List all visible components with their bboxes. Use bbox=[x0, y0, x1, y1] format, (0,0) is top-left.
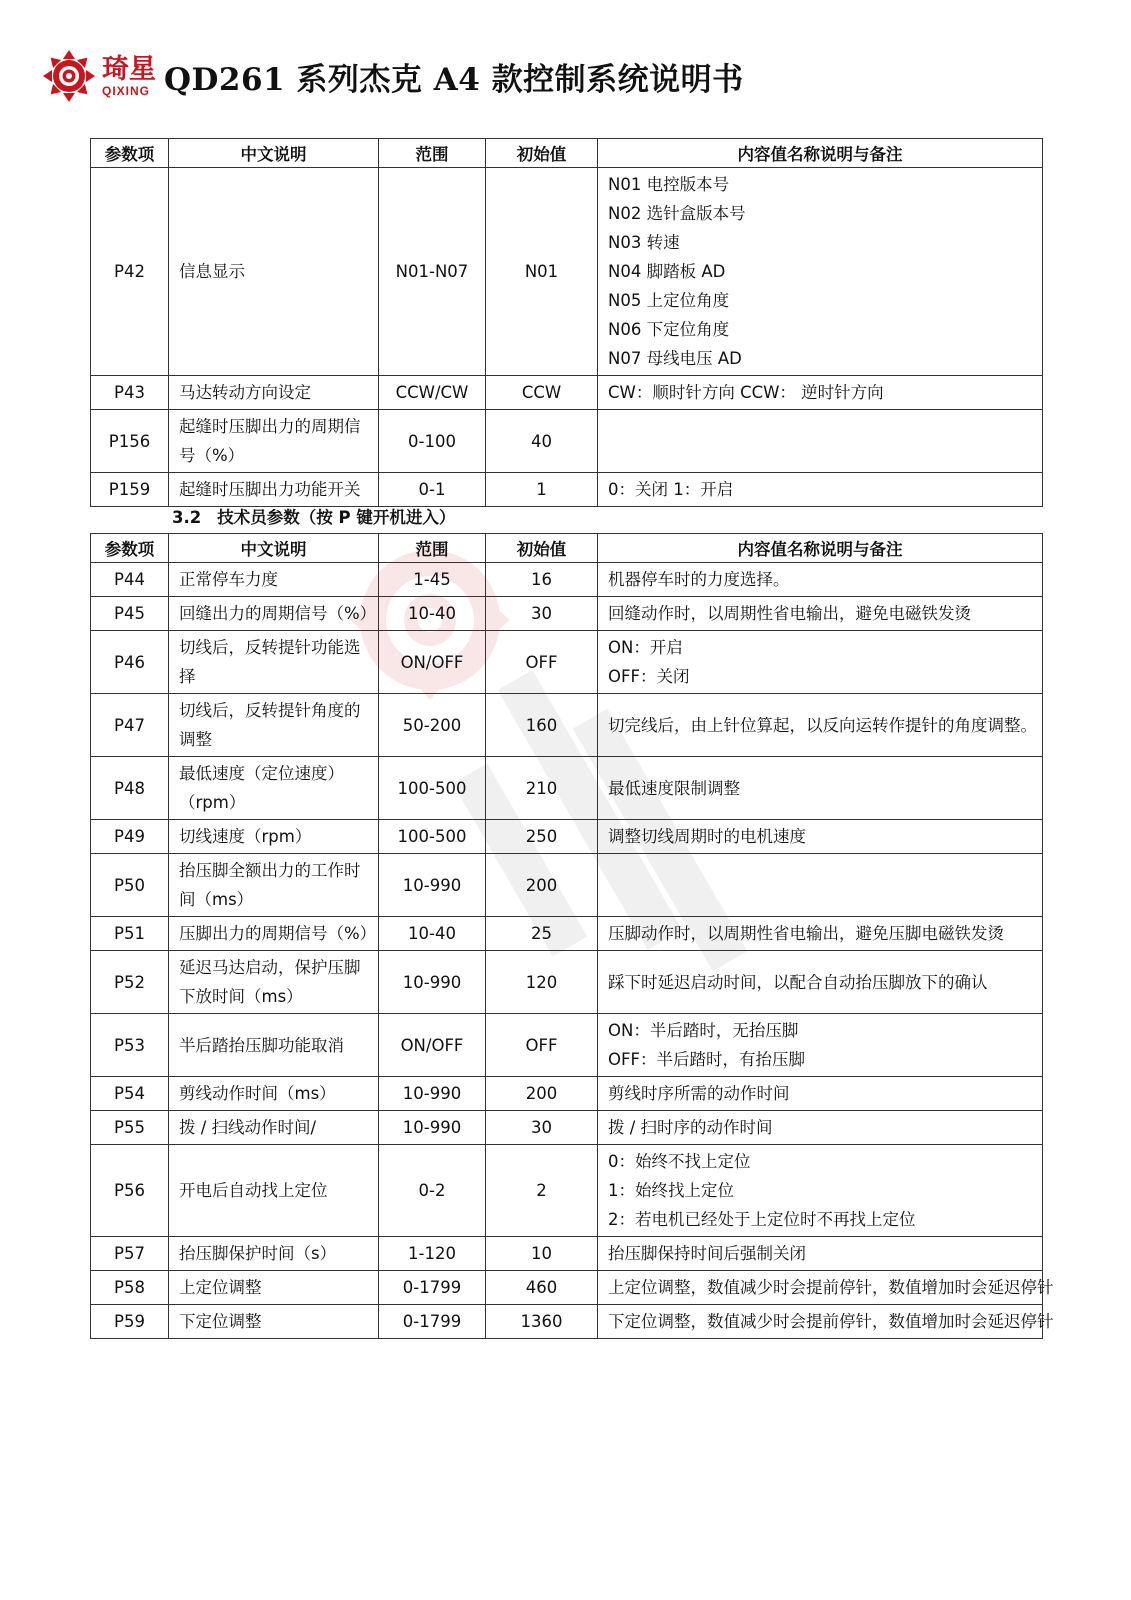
param-cell: P57 bbox=[91, 1237, 169, 1271]
notes-cell bbox=[598, 757, 1043, 820]
note-line: 调整切线周期时的电机速度 bbox=[608, 827, 806, 846]
initial-value-cell: 460 bbox=[486, 1271, 598, 1305]
initial-value-cell: 200 bbox=[486, 854, 598, 917]
description-cell: 切线后，反转提针角度的调整 bbox=[169, 694, 379, 757]
initial-value-cell: OFF bbox=[486, 1014, 598, 1077]
notes-cell bbox=[598, 951, 1043, 1014]
note-line: N06 下定位角度 bbox=[608, 320, 730, 339]
table-row bbox=[91, 1145, 1043, 1237]
param-cell: P50 bbox=[91, 854, 169, 917]
initial-value-cell: 16 bbox=[486, 563, 598, 597]
table-row bbox=[91, 951, 1043, 1014]
notes-cell bbox=[598, 410, 1043, 473]
section-number: 3.2 bbox=[172, 508, 202, 527]
notes-cell bbox=[598, 597, 1043, 631]
param-cell: P42 bbox=[91, 168, 169, 376]
param-cell: P54 bbox=[91, 1077, 169, 1111]
param-cell: P159 bbox=[91, 473, 169, 507]
description-cell: 下定位调整 bbox=[169, 1305, 379, 1339]
table-row bbox=[91, 1237, 1043, 1271]
range-cell: 10-990 bbox=[379, 1077, 486, 1111]
note-line: N03 转速 bbox=[608, 233, 680, 252]
notes-cell bbox=[598, 1145, 1043, 1237]
param-cell: P45 bbox=[91, 597, 169, 631]
range-cell: 100-500 bbox=[379, 757, 486, 820]
notes-cell bbox=[598, 1271, 1054, 1305]
note-line: 0：关闭 1：开启 bbox=[608, 480, 734, 499]
note-line: N04 脚踏板 AD bbox=[608, 262, 726, 281]
note-line: N01 电控版本号 bbox=[608, 175, 730, 194]
table-row bbox=[91, 376, 1043, 410]
initial-value-cell: CCW bbox=[486, 376, 598, 410]
notes-cell bbox=[598, 694, 1043, 757]
brand-name-cn: 琦星 bbox=[102, 53, 156, 85]
note-line: 切完线后，由上针位算起，以反向运转作提针的角度调整。 bbox=[608, 715, 1037, 735]
initial-value-cell: 10 bbox=[486, 1237, 598, 1271]
note-line: 0：始终不找上定位 bbox=[608, 1152, 751, 1171]
range-cell: ON/OFF bbox=[379, 1014, 486, 1077]
header-desc: 中文说明 bbox=[169, 139, 379, 168]
note-line: ON：开启 bbox=[608, 638, 683, 657]
table-header-row bbox=[91, 139, 1043, 168]
param-cell: P48 bbox=[91, 757, 169, 820]
param-cell: P58 bbox=[91, 1271, 169, 1305]
initial-value-cell: 250 bbox=[486, 820, 598, 854]
param-cell: P43 bbox=[91, 376, 169, 410]
parameter-table-2 bbox=[90, 533, 1054, 1339]
param-cell: P53 bbox=[91, 1014, 169, 1077]
section-title: 技术员参数（按 P 键开机进入） bbox=[217, 508, 456, 527]
initial-value-cell: 40 bbox=[486, 410, 598, 473]
description-cell: 正常停车力度 bbox=[169, 563, 379, 597]
notes-cell bbox=[598, 376, 1043, 410]
description-cell: 切线后，反转提针功能选择 bbox=[169, 631, 379, 694]
param-cell: P44 bbox=[91, 563, 169, 597]
header-initial: 初始值 bbox=[486, 139, 598, 168]
param-cell: P51 bbox=[91, 917, 169, 951]
table-row bbox=[91, 1077, 1043, 1111]
param-cell: P49 bbox=[91, 820, 169, 854]
notes-cell bbox=[598, 1077, 1043, 1111]
header-param: 参数项 bbox=[91, 139, 169, 168]
param-cell: P156 bbox=[91, 410, 169, 473]
notes-cell bbox=[598, 1305, 1054, 1339]
description-cell: 延迟马达启动，保护压脚下放时间（ms） bbox=[169, 951, 379, 1014]
header-notes: 内容值名称说明与备注 bbox=[598, 534, 1043, 563]
note-line: OFF：半后踏时，有抬压脚 bbox=[608, 1050, 805, 1069]
param-cell: P46 bbox=[91, 631, 169, 694]
note-line: N07 母线电压 AD bbox=[608, 349, 742, 368]
description-cell: 抬压脚全额出力的工作时间（ms） bbox=[169, 854, 379, 917]
table-row bbox=[91, 597, 1043, 631]
note-line: 1：始终找上定位 bbox=[608, 1181, 734, 1200]
header-param: 参数项 bbox=[91, 534, 169, 563]
description-cell: 马达转动方向设定 bbox=[169, 376, 379, 410]
notes-cell bbox=[598, 473, 1043, 507]
description-cell: 拨 / 扫线动作时间/ bbox=[169, 1111, 379, 1145]
description-cell: 压脚出力的周期信号（%） bbox=[169, 917, 379, 951]
table-row bbox=[91, 694, 1043, 757]
initial-value-cell: 1360 bbox=[486, 1305, 598, 1339]
param-cell: P56 bbox=[91, 1145, 169, 1237]
document-title: QD261 系列杰克 A4 款控制系统说明书 bbox=[164, 61, 744, 98]
description-cell: 信息显示 bbox=[169, 168, 379, 376]
range-cell: 0-1 bbox=[379, 473, 486, 507]
note-line: 踩下时延迟启动时间，以配合自动抬压脚放下的确认 bbox=[608, 972, 988, 992]
range-cell: 0-2 bbox=[379, 1145, 486, 1237]
table-row bbox=[91, 820, 1043, 854]
note-line: N02 选针盒版本号 bbox=[608, 204, 746, 223]
description-cell: 抬压脚保护时间（s） bbox=[169, 1237, 379, 1271]
range-cell: 10-40 bbox=[379, 597, 486, 631]
description-cell: 开电后自动找上定位 bbox=[169, 1145, 379, 1237]
note-line: N05 上定位角度 bbox=[608, 291, 730, 310]
table-row bbox=[91, 563, 1043, 597]
note-line: 最低速度限制调整 bbox=[608, 778, 740, 798]
description-cell: 切线速度（rpm） bbox=[169, 820, 379, 854]
description-cell: 剪线动作时间（ms） bbox=[169, 1077, 379, 1111]
param-cell: P55 bbox=[91, 1111, 169, 1145]
notes-cell bbox=[598, 631, 1043, 694]
initial-value-cell: N01 bbox=[486, 168, 598, 376]
initial-value-cell: 30 bbox=[486, 597, 598, 631]
description-cell: 起缝时压脚出力的周期信号（%） bbox=[169, 410, 379, 473]
note-line: 上定位调整，数值减少时会提前停针，数值增加时会延迟停针 bbox=[608, 1278, 1054, 1297]
note-line: OFF：关闭 bbox=[608, 667, 690, 686]
notes-cell bbox=[598, 820, 1043, 854]
range-cell: N01-N07 bbox=[379, 168, 486, 376]
range-cell: 0-1799 bbox=[379, 1305, 486, 1339]
notes-cell bbox=[598, 854, 1043, 917]
brand-name-en: QIXING bbox=[102, 83, 151, 98]
notes-cell bbox=[598, 1237, 1043, 1271]
header-range: 范围 bbox=[379, 534, 486, 563]
range-cell: 1-45 bbox=[379, 563, 486, 597]
note-line: 剪线时序所需的动作时间 bbox=[608, 1084, 790, 1103]
note-line: 2：若电机已经处于上定位时不再找上定位 bbox=[608, 1210, 916, 1229]
parameter-table-1 bbox=[90, 138, 1043, 507]
note-line: 回缝动作时，以周期性省电输出，避免电磁铁发烫 bbox=[608, 604, 971, 623]
range-cell: 1-120 bbox=[379, 1237, 486, 1271]
range-cell: 10-990 bbox=[379, 951, 486, 1014]
table-row bbox=[91, 854, 1043, 917]
range-cell: 10-990 bbox=[379, 854, 486, 917]
range-cell: CCW/CW bbox=[379, 376, 486, 410]
table-row bbox=[91, 917, 1043, 951]
description-cell: 回缝出力的周期信号（%） bbox=[169, 597, 379, 631]
description-cell: 半后踏抬压脚功能取消 bbox=[169, 1014, 379, 1077]
range-cell: 10-990 bbox=[379, 1111, 486, 1145]
page-header bbox=[42, 48, 744, 104]
initial-value-cell: 2 bbox=[486, 1145, 598, 1237]
note-line: 压脚动作时，以周期性省电输出，避免压脚电磁铁发烫 bbox=[608, 924, 1004, 943]
table-body bbox=[91, 563, 1054, 1339]
param-cell: P59 bbox=[91, 1305, 169, 1339]
table-row bbox=[91, 473, 1043, 507]
notes-cell bbox=[598, 917, 1043, 951]
table-row bbox=[91, 1014, 1043, 1077]
initial-value-cell: 210 bbox=[486, 757, 598, 820]
range-cell: 50-200 bbox=[379, 694, 486, 757]
table-row bbox=[91, 757, 1043, 820]
initial-value-cell: OFF bbox=[486, 631, 598, 694]
notes-cell bbox=[598, 1014, 1043, 1077]
qixing-logo-icon bbox=[42, 49, 96, 103]
note-line: 机器停车时的力度选择。 bbox=[608, 570, 790, 589]
note-line: ON：半后踏时，无抬压脚 bbox=[608, 1021, 799, 1040]
header-initial: 初始值 bbox=[486, 534, 598, 563]
table-row bbox=[91, 168, 1043, 376]
param-cell: P52 bbox=[91, 951, 169, 1014]
table-row bbox=[91, 1305, 1043, 1339]
range-cell: 0-1799 bbox=[379, 1271, 486, 1305]
note-line: 抬压脚保持时间后强制关闭 bbox=[608, 1244, 806, 1263]
header-range: 范围 bbox=[379, 139, 486, 168]
table-row bbox=[91, 1111, 1043, 1145]
description-cell: 起缝时压脚出力功能开关 bbox=[169, 473, 379, 507]
range-cell: 100-500 bbox=[379, 820, 486, 854]
note-line: CW：顺时针方向 CCW： 逆时针方向 bbox=[608, 383, 884, 402]
table-row bbox=[91, 410, 1043, 473]
initial-value-cell: 160 bbox=[486, 694, 598, 757]
range-cell: 0-100 bbox=[379, 410, 486, 473]
table-row bbox=[91, 1271, 1043, 1305]
header-desc: 中文说明 bbox=[169, 534, 379, 563]
table-header-row bbox=[91, 534, 1043, 563]
range-cell: ON/OFF bbox=[379, 631, 486, 694]
section-heading bbox=[172, 505, 455, 531]
initial-value-cell: 120 bbox=[486, 951, 598, 1014]
initial-value-cell: 25 bbox=[486, 917, 598, 951]
table-row bbox=[91, 631, 1043, 694]
range-cell: 10-40 bbox=[379, 917, 486, 951]
initial-value-cell: 30 bbox=[486, 1111, 598, 1145]
notes-cell bbox=[598, 168, 1043, 376]
param-cell: P47 bbox=[91, 694, 169, 757]
initial-value-cell: 200 bbox=[486, 1077, 598, 1111]
brand-wordmark bbox=[102, 55, 156, 98]
notes-cell bbox=[598, 1111, 1043, 1145]
header-notes: 内容值名称说明与备注 bbox=[598, 139, 1043, 168]
notes-cell bbox=[598, 563, 1043, 597]
note-line: 下定位调整，数值减少时会提前停针，数值增加时会延迟停针 bbox=[608, 1312, 1054, 1331]
table-body bbox=[91, 168, 1043, 507]
initial-value-cell: 1 bbox=[486, 473, 598, 507]
description-cell: 上定位调整 bbox=[169, 1271, 379, 1305]
description-cell: 最低速度（定位速度）（rpm） bbox=[169, 757, 379, 820]
note-line: 拨 / 扫时序的动作时间 bbox=[608, 1118, 773, 1137]
